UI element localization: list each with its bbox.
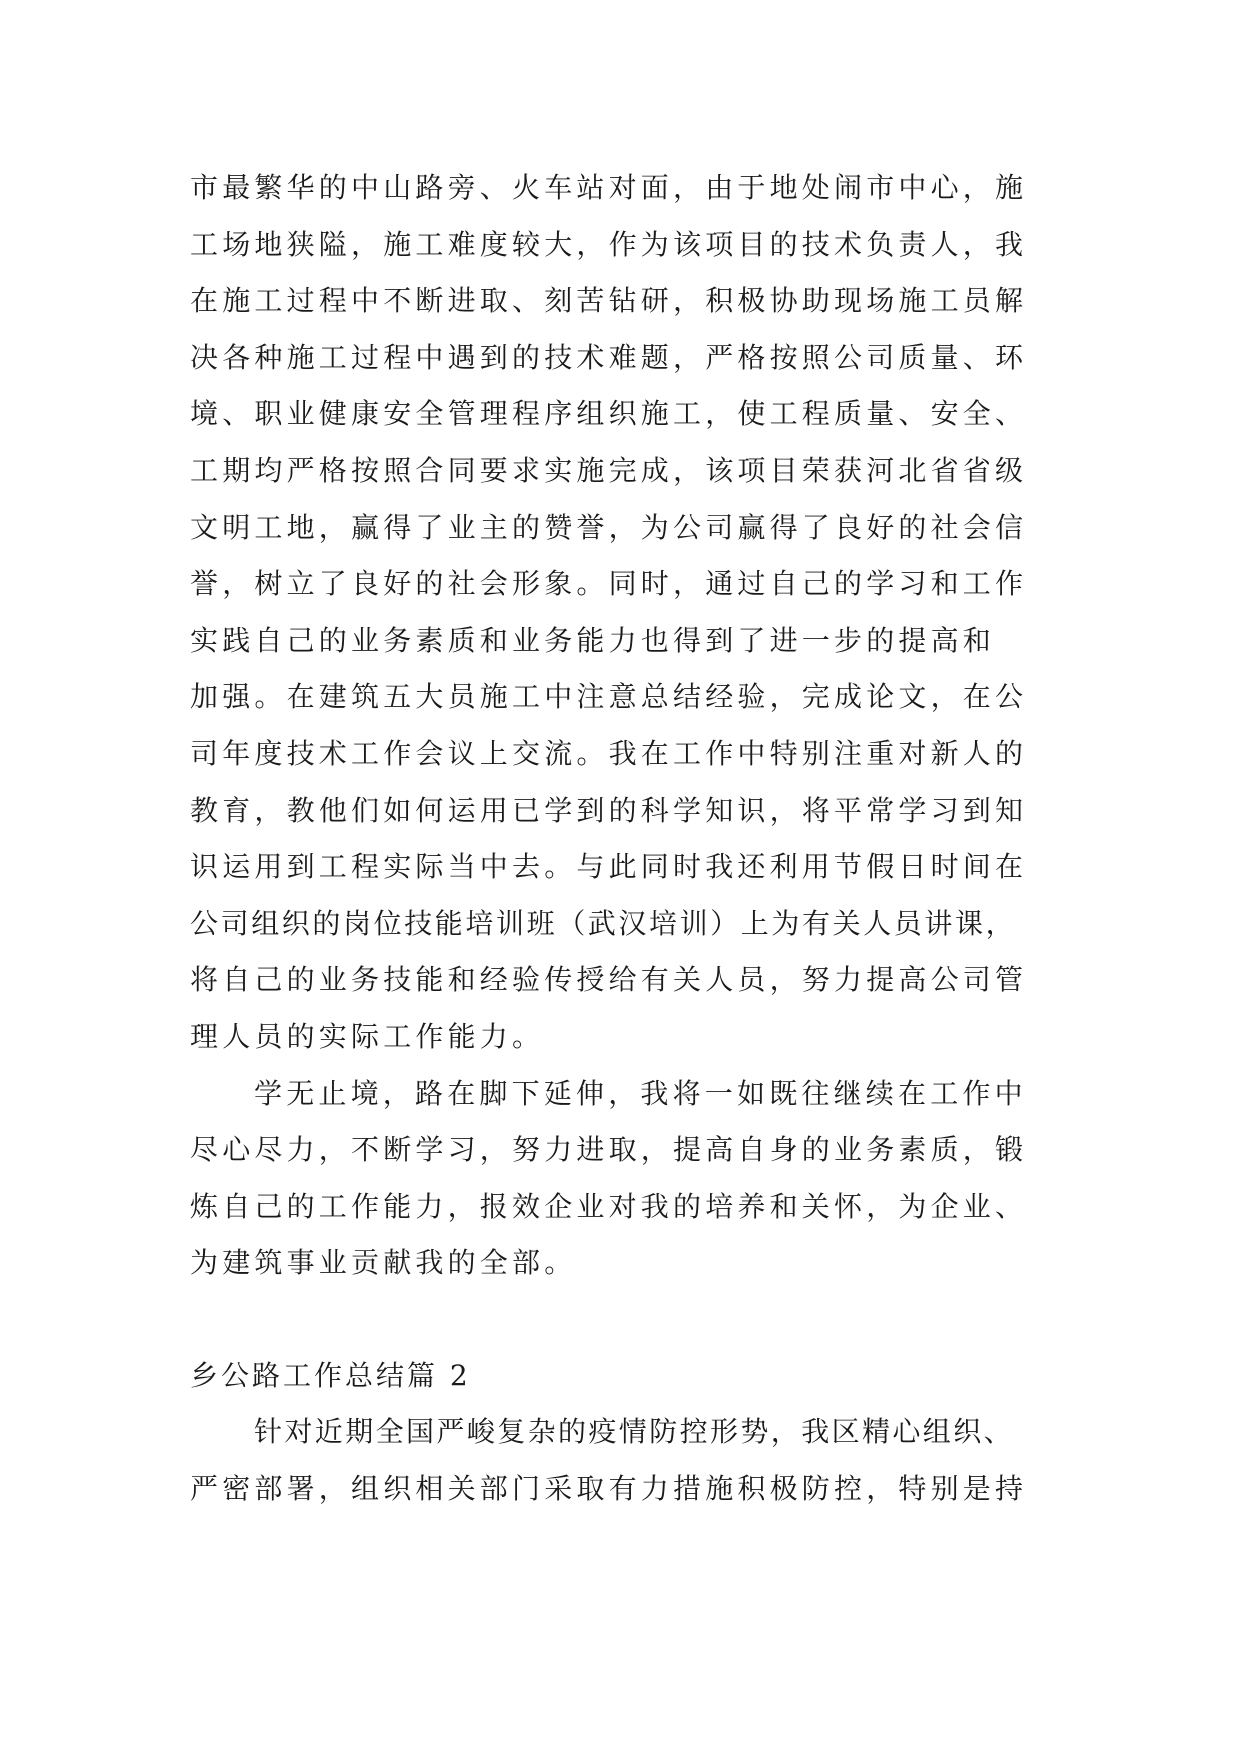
- document-page: [190, 160, 1060, 1518]
- text-line: 决各种施工过程中遇到的技术难题，严格按照公司质量、环: [190, 340, 1028, 374]
- text-line: 理人员的实际工作能力。: [190, 1019, 545, 1053]
- text-line: 识运用到工程实际当中去。与此同时我还利用节假日时间在: [190, 850, 1028, 884]
- text-line: 司年度技术工作会议上交流。我在工作中特别注重对新人的: [190, 736, 1028, 770]
- text-line: 文明工地，赢得了业主的赞誉，为公司赢得了良好的社会信: [190, 510, 1028, 544]
- text-line: 学无止境，路在脚下延伸，我将一如既往继续在工作中: [254, 1076, 1027, 1110]
- paragraph-2: [190, 1066, 1060, 1292]
- text-line: 誉，树立了良好的社会形象。同时，通过自己的学习和工作: [190, 567, 1028, 601]
- section-gap: [190, 1292, 1060, 1348]
- paragraph-3: [190, 1404, 1060, 1517]
- text-line: 公司组织的岗位技能培训班（武汉培训）上为有关人员讲课，: [190, 906, 1017, 940]
- text-line: 炼自己的工作能力，报效企业对我的培养和关怀，为企业、: [190, 1189, 1028, 1223]
- text-line: 工场地狭隘，施工难度较大，作为该项目的技术负责人，我: [190, 227, 1028, 261]
- text-line: 将自己的业务技能和经验传授给有关人员，努力提高公司管: [190, 963, 1028, 997]
- text-line: 教育，教他们如何运用已学到的科学知识，将平常学习到知: [190, 793, 1028, 827]
- paragraph-1: [190, 160, 1060, 1066]
- text-line: 针对近期全国严峻复杂的疫情防控形势，我区精心组织、: [254, 1415, 1015, 1449]
- section-heading: 乡公路工作总结篇 2: [190, 1358, 471, 1392]
- text-line: 加强。在建筑五大员施工中注意总结经验，完成论文，在公: [190, 680, 1028, 714]
- text-line: 市最繁华的中山路旁、火车站对面，由于地处闹市中心，施: [190, 171, 1028, 204]
- text-line: 在施工过程中不断进取、刻苦钻研，积极协助现场施工员解: [190, 284, 1028, 318]
- text-line: 境、职业健康安全管理程序组织施工，使工程质量、安全、: [190, 397, 1028, 431]
- text-line: 工期均严格按照合同要求实施完成，该项目荣获河北省省级: [190, 453, 1028, 487]
- text-line: 严密部署，组织相关部门采取有力措施积极防控，特别是持: [190, 1472, 1028, 1506]
- text-line: 尽心尽力，不断学习，努力进取，提高自身的业务素质，锻: [190, 1133, 1028, 1167]
- text-line: 为建筑事业贡献我的全部。: [190, 1246, 577, 1280]
- text-line: 实践自己的业务素质和业务能力也得到了进一步的提高和: [190, 623, 996, 657]
